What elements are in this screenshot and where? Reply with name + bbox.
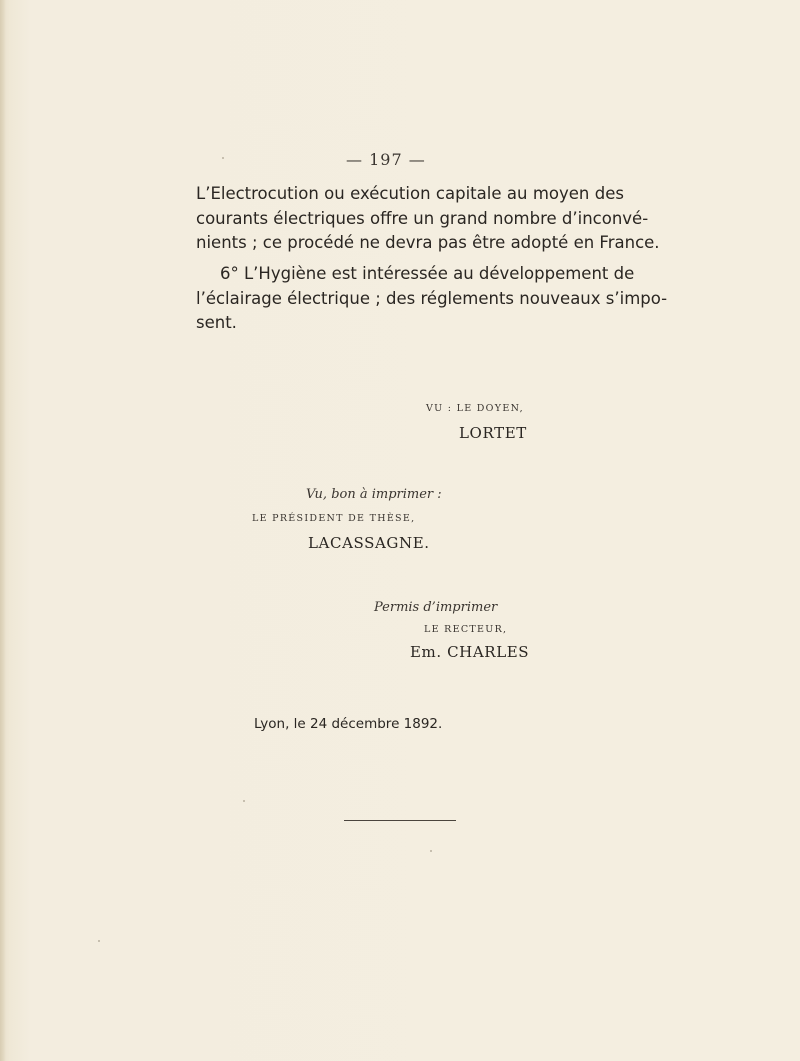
paragraph-line: 6° L’Hygiène est intéressée au développement de: [220, 264, 635, 283]
recteur-name: Em. CHARLES: [410, 643, 530, 661]
paper-speck: [98, 940, 100, 942]
paragraph-line: sent.: [196, 313, 237, 332]
paragraph-hygiene: [196, 262, 668, 336]
paragraph-line: l’éclairage électrique ; des réglements nouveaux s’impo-: [196, 288, 668, 308]
paper-speck: [243, 800, 245, 802]
president-label: LE PRÉSIDENT DE THÈSE,: [252, 513, 416, 524]
page-number: — 197 —: [346, 150, 426, 169]
page-spine-shadow: [0, 0, 6, 1061]
president-name: LACASSAGNE.: [308, 534, 430, 552]
paragraph-line: nients ; ce procédé ne devra pas être adopté en France.: [196, 233, 660, 252]
date-line: Lyon, le 24 décembre 1892.: [254, 716, 443, 732]
recteur-label: LE RECTEUR,: [424, 624, 508, 635]
bon-a-imprimer-label: Vu, bon à imprimer :: [306, 487, 442, 502]
paragraph-electrocution: [196, 182, 660, 256]
paragraph-line: L’Electrocution ou exécution capitale au moyen des: [196, 184, 624, 203]
permis-imprimer-label: Permis d’imprimer: [374, 600, 498, 615]
paragraph-line: courants électriques offre un grand nombre d’inconvé-: [196, 208, 649, 228]
paper-speck: [430, 850, 432, 852]
doyen-name: LORTET: [459, 424, 527, 442]
doyen-label: VU : LE DOYEN,: [426, 403, 524, 414]
paper-speck: [222, 157, 224, 159]
closing-rule: [344, 820, 456, 821]
